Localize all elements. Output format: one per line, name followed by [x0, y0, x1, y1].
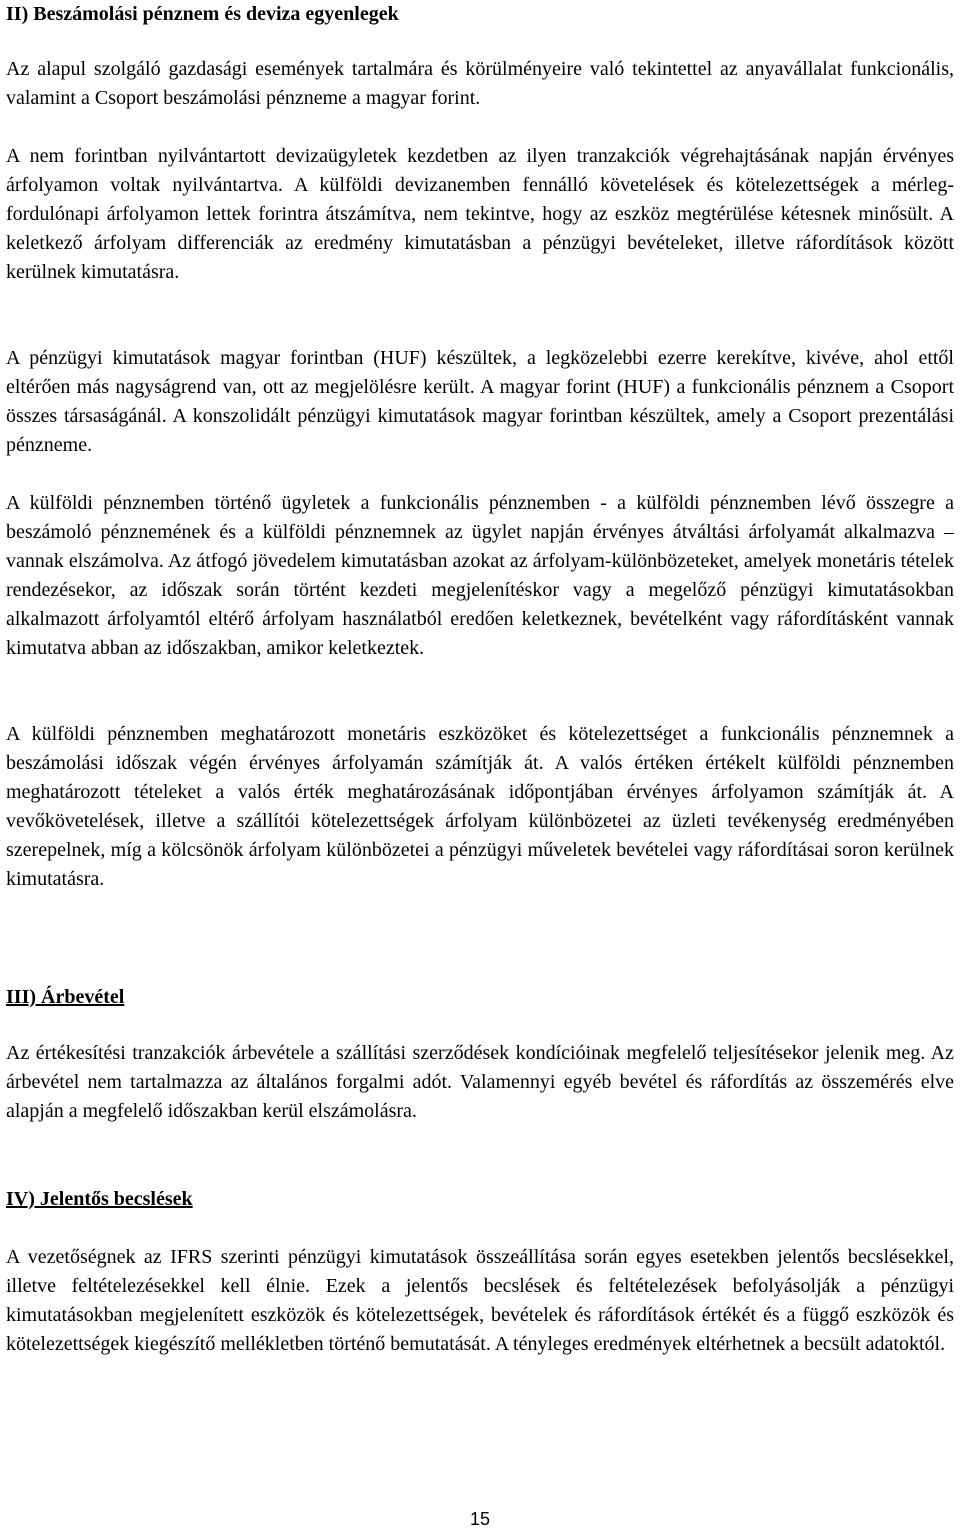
paragraph-exchange-differences: A külföldi pénznemben történő ügyletek a funkcionális pénznemben - a külföldi pénznemben lévő összegre a beszámoló pénznemének és a külföldi pénznemnek az ügylet napján érvényes átváltási árfolyamát alkalmazva – vannak elszámolva. Az átfogó jövedelem kimutatásban azokat az árfolyam-különbözeteket, amelyek monetáris tételek rendezésekor, az időszak során történt kezdeti megjelenítéskor vagy a megelőző pénzügyi kimutatásokban alkalmazott árfolyamtól eltérő árfolyam használatból eredően keletkeznek, bevételként vagy ráfordításként vannak kimutatva abban az időszakban, amikor keletkeztek. [6, 492, 954, 659]
section-heading-estimates: IV) Jelentős becslések [6, 1188, 193, 1210]
paragraph-functional-currency: Az alapul szolgáló gazdasági események tartalmára és körülményeire való tekintettel az anyavállalat funkcionális, valamint a Csoport beszámolási pénzneme a magyar forint. [6, 58, 954, 109]
section-heading-currency: II) Beszámolási pénznem és deviza egyenlegek [6, 3, 399, 25]
page-number: 15 [469, 1509, 491, 1529]
paragraph-monetary-items: A külföldi pénznemben meghatározott monetáris eszközöket és kötelezettséget a funkcionális pénznemnek a beszámolási időszak végén érvényes árfolyamán számítják át. A valós értéken értékelt külföldi pénznemben meghatározott tételeket a valós érték meghatározásának időpontjában érvényes árfolyamon számítják át. A vevőkövetelések, illetve a szállítói kötelezettségek árfolyam különbözetei az üzleti tevékenység eredményében szerepelnek, míg a kölcsönök árfolyam különbözetei a pénzügyi műveletek bevételei vagy ráfordításai soron kerülnek kimutatásra. [6, 723, 954, 890]
paragraph-revenue: Az értékesítési tranzakciók árbevétele a szállítási szerződések kondícióinak megfelelő teljesítésekor jelenik meg. Az árbevétel nem tartalmazza az általános forgalmi adót. Valamennyi egyéb bevétel és ráfordítás az összemérés elve alapján a megfelelő időszakban kerül elszámolásra. [6, 1042, 954, 1122]
paragraph-foreign-transactions: A nem forintban nyilvántartott devizaügyletek kezdetben az ilyen tranzakciók végrehajtásának napján érvényes árfolyamon voltak nyilvántartva. A külföldi devizanemben fennálló követelések és kötelezettségek a mérleg-fordulónapi árfolyamon lettek forintra átszámítva, nem tekintve, hogy az eszköz megtérülése kétesnek minősült. A keletkező árfolyam differenciák az eredmény kimutatásban a pénzügyi bevételeket, illetve ráfordítások között kerülnek kimutatásra. [6, 145, 954, 283]
paragraph-huf-presentation: A pénzügyi kimutatások magyar forintban (HUF) készültek, a legközelebbi ezerre kerekítve, kivéve, ahol ettől eltérően más nagyságrend van, ott az megjelölésre került. A magyar forint (HUF) a funkcionális pénznem a Csoport összes társaságánál. A konszolidált pénzügyi kimutatások magyar forintban készültek, amely a Csoport prezentálási pénzneme. [6, 347, 954, 456]
paragraph-estimates: A vezetőségnek az IFRS szerinti pénzügyi kimutatások összeállítása során egyes esetekben jelentős becslésekkel, illetve feltételezésekkel kell élnie. Ezek a jelentős becslések és feltételezések befolyásolják a pénzügyi kimutatásokban megjelenített eszközök és kötelezettségek, bevételek és ráfordítások értékét és a függő eszközök és kötelezettségek kiegészítő mellékletben történő bemutatását. A tényleges eredmények eltérhetnek a becsült adatoktól. [6, 1246, 954, 1355]
section-heading-revenue: III) Árbevétel [6, 986, 125, 1008]
